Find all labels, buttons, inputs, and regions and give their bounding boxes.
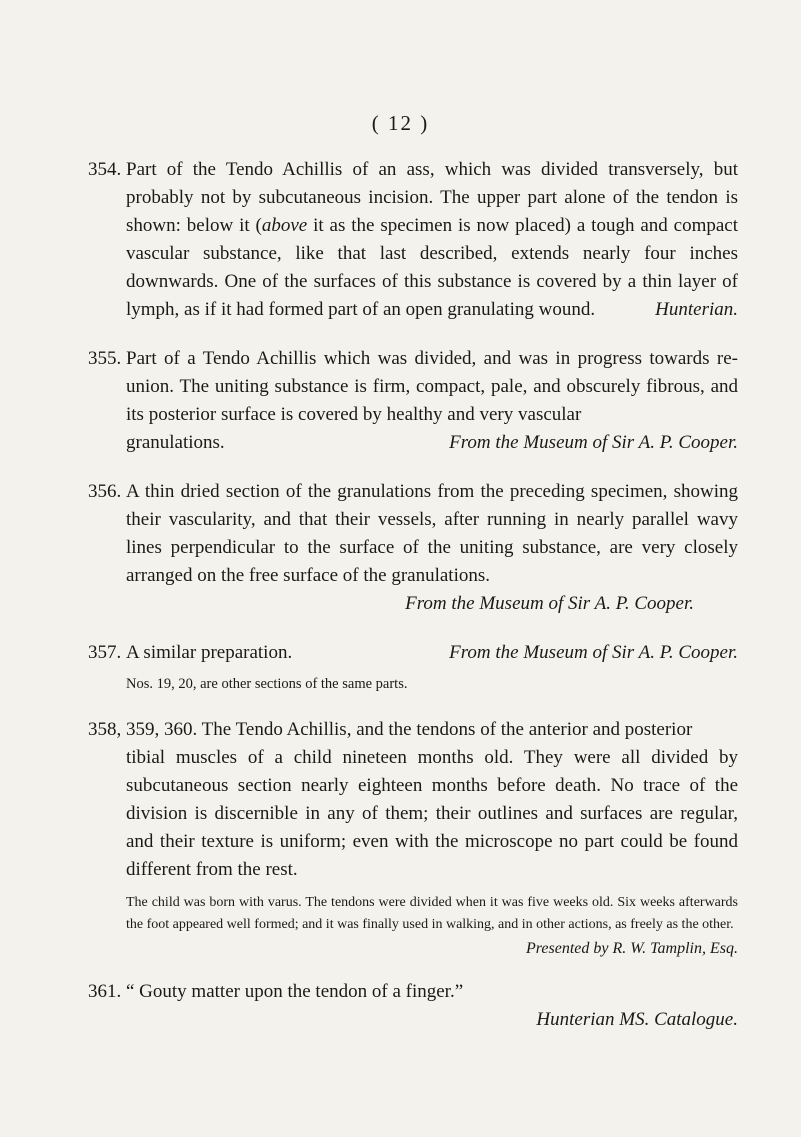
entry-text: Part of a Tendo Achillis which was divided, and was in progress towards re-union. The uniting substance is firm, compact, pale, and obscurely fibrous, and its posterior surface is covered by healthy and very vascular: [126, 348, 738, 425]
entry-text-part: it as the specimen is now placed) a tough and compact vascular substance, like that last described, extends nearly four inches downwards. One of the surfaces of this substance is covered by a thin layer of lymph, as if it had formed part of an open granulating wound.: [126, 215, 738, 320]
entry-354: [88, 156, 738, 324]
entry-357: [88, 639, 738, 695]
entry-361: [88, 978, 738, 1034]
entry-source: From the Museum of Sir A. P. Cooper.: [405, 593, 694, 614]
entry-356: [88, 478, 738, 618]
entry-355: [88, 345, 738, 457]
entry-number: 354.: [88, 159, 122, 180]
entry-text: “ Gouty matter upon the tendon of a finger.”: [126, 981, 464, 1002]
entry-text: A similar preparation.: [126, 642, 293, 663]
entry-number: 356.: [88, 481, 122, 502]
entry-body: [126, 156, 738, 324]
entry-source: From the Museum of Sir A. P. Cooper.: [449, 642, 738, 663]
entry-source: Hunterian MS. Catalogue.: [536, 1009, 738, 1030]
entry-number: 355.: [88, 348, 122, 369]
entry-text: A thin dried section of the granulations from the preceding specimen, showing their vascularity, and that their vessels, after running in nearly parallel wavy lines perpendicular to the surface of the uniting substance, are very closely arranged on the free surface of the granulations.: [126, 481, 738, 586]
entry-body: [126, 639, 738, 695]
entry-source-line: [126, 429, 738, 457]
entry-first-line: [88, 716, 738, 744]
entry-note: Nos. 19, 20, are other sections of the same parts.: [126, 676, 408, 692]
page-number: ( 12 ): [371, 111, 430, 135]
entry-source-line: [126, 639, 738, 667]
entry-body: [126, 345, 738, 457]
entry-body: [126, 478, 738, 618]
catalogue-content: [88, 156, 738, 1055]
entry-source: From the Museum of Sir A. P. Cooper.: [449, 432, 738, 453]
entry-text-tail: granulations.: [126, 432, 225, 453]
entry-note: The child was born with varus. The tendons were divided when it was five weeks old. Six weeks afterwards the foot appeared well formed; and it was finally used in walking, and in other actions, as freely as the other.: [126, 895, 738, 932]
entry-text-part: Part of the Tendo Achillis of an ass, which was divided transversely, but probably not by subcutaneous incision. The upper part alone of the tendon is shown: below it (: [126, 159, 738, 236]
entry-text: The Tendo Achillis, and the tendons of the anterior and posterior: [201, 719, 693, 740]
entry-number: 358, 359, 360.: [88, 719, 198, 740]
entry-text-emphasis: above: [261, 215, 308, 236]
entry-body: [126, 978, 738, 1034]
entry-number: 357.: [88, 642, 122, 663]
entry-358-360: [88, 716, 738, 958]
entry-source: Hunterian.: [655, 299, 738, 320]
entry-source: Presented by R. W. Tamplin, Esq.: [526, 940, 738, 957]
entry-number: 361.: [88, 981, 122, 1002]
entry-text-continued: tibial muscles of a child nineteen months old. They were all divided by subcutaneous section nearly eighteen months before death. No trace of the division is discernible in any of them; their outlines and surfaces are regular, and their texture is uniform; even with the microscope no part could be found different from the rest.: [126, 747, 738, 880]
